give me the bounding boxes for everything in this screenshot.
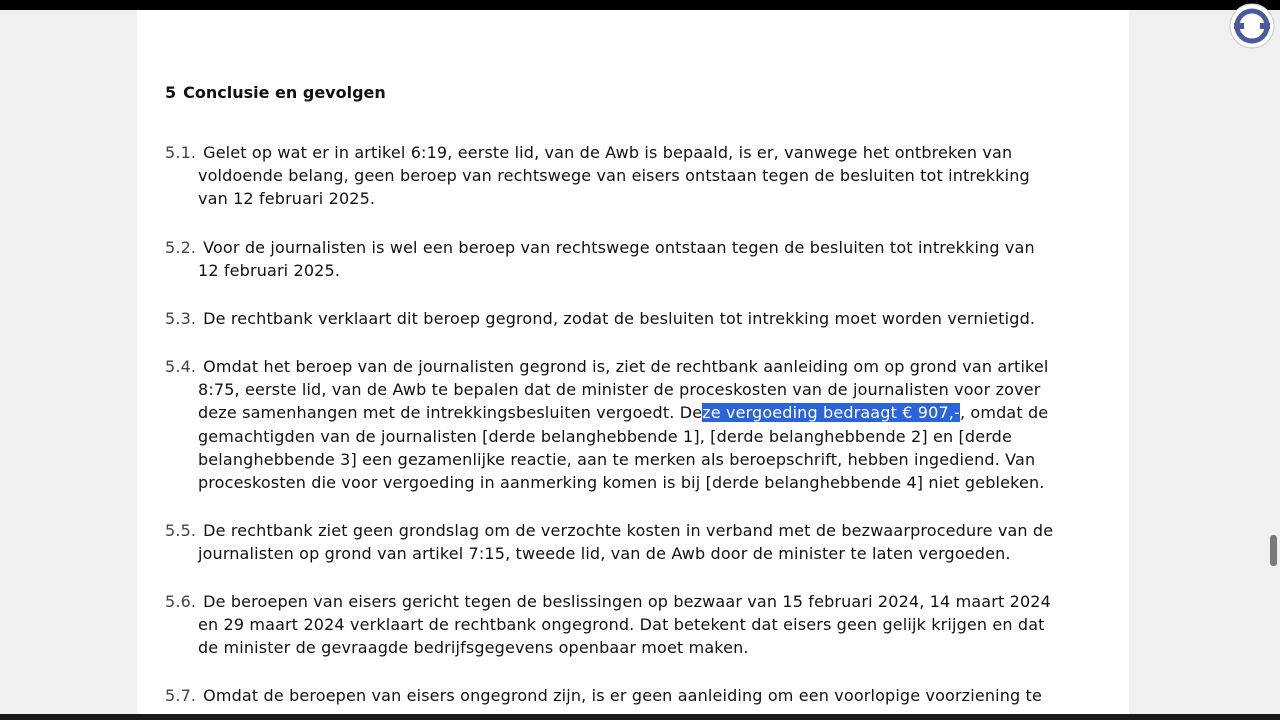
paragraph-number: 5.3.	[165, 309, 197, 328]
paragraph-line: de minister de gevraagde bedrijfsgegevens openbaar moet maken.	[198, 638, 749, 658]
paragraph-number: 5.4.	[165, 357, 197, 376]
paragraph-5-3	[165, 307, 1095, 330]
paragraph-line	[165, 590, 1095, 613]
paragraph-number: 5.7.	[165, 686, 197, 705]
vertical-scrollbar[interactable]	[1267, 10, 1280, 714]
paragraph-number: 5.1.	[165, 143, 197, 162]
bottom-bar	[0, 714, 1280, 720]
section-number: 5	[165, 83, 177, 102]
paragraph-text: De rechtbank ziet geen grondslag om de verzochte kosten in verband met de bezwaarprocedure van de	[203, 521, 1054, 540]
paragraph-line	[165, 401, 1095, 424]
scrollbar-thumb[interactable]	[1270, 535, 1277, 566]
paragraph-line: en 29 maart 2024 verklaart de rechtbank ongegrond. Dat betekent dat eisers geen gelijk krijgen en dat	[198, 615, 1045, 635]
paragraph-text: De rechtbank verklaart dit beroep gegrond, zodat de besluiten tot intrekking moet worden vernietigd.	[203, 309, 1036, 328]
paragraph-5-1	[165, 141, 1095, 211]
paragraph-line	[165, 307, 1095, 330]
paragraph-line: gemachtigden van de journalisten [derde belanghebbende 1], [derde belanghebbende 2] en [derde	[198, 426, 1012, 446]
document-page	[137, 10, 1129, 720]
paragraph-line: belanghebbende 3] een gezamenlijke reactie, aan te merken als beroepschrift, hebben ingediend. Van	[198, 449, 1036, 469]
paragraph-line	[165, 141, 1095, 164]
paragraph-line	[165, 684, 1095, 707]
paragraph-line: journalisten op grond van artikel 7:15, tweede lid, van de Awb door de minister te laten vergoeden.	[198, 544, 1011, 564]
paragraph-5-5	[165, 519, 1095, 565]
paragraph-text: Omdat het beroep van de journalisten gegrond is, ziet de rechtbank aanleiding om op grond van artikel	[203, 357, 1049, 376]
paragraph-line	[165, 236, 1095, 259]
selected-text[interactable]: ze vergoeding bedraagt € 907,-	[702, 403, 960, 423]
paragraph-line: van 12 februari 2025.	[198, 189, 376, 209]
paragraph-5-6	[165, 590, 1095, 660]
paragraph-text: De beroepen van eisers gericht tegen de beslissingen op bezwaar van 15 februari 2024, 14 maart 2024	[203, 592, 1051, 611]
paragraph-line: 12 februari 2025.	[198, 261, 341, 281]
section-heading	[165, 82, 386, 104]
ring-logo-icon[interactable]	[1228, 2, 1276, 50]
paragraph-5-2	[165, 236, 1095, 282]
paragraph-text: Voor de journalisten is wel een beroep van rechtswege ontstaan tegen de besluiten tot intrekking van	[203, 238, 1035, 257]
paragraph-number: 5.2.	[165, 238, 197, 257]
paragraph-5-4	[165, 355, 1095, 494]
paragraph-line: proceskosten die voor vergoeding in aanmerking komen is bij [derde belanghebbende 4] niet gebleken.	[198, 473, 1045, 493]
top-bar	[0, 0, 1280, 10]
paragraph-text: deze samenhangen met de intrekkingsbesluiten vergoedt. De	[198, 403, 703, 423]
paragraph-line: 8:75, eerste lid, van de Awb te bepalen dat de minister de proceskosten van de journalisten voor zover	[198, 380, 1041, 400]
paragraph-text: , omdat de	[959, 403, 1049, 423]
section-title: Conclusie en gevolgen	[183, 83, 386, 102]
paragraph-number: 5.5.	[165, 521, 197, 540]
paragraph-line	[165, 355, 1095, 378]
paragraph-number: 5.6.	[165, 592, 197, 611]
paragraph-5-7	[165, 684, 1095, 707]
paragraph-text: Gelet op wat er in artikel 6:19, eerste lid, van de Awb is bepaald, is er, vanwege het ontbreken van	[203, 143, 1013, 162]
paragraph-line	[165, 519, 1095, 542]
paragraph-line: voldoende belang, geen beroep van rechtswege van eisers ontstaan tegen de besluiten tot intrekking	[198, 166, 1030, 186]
paragraph-text: Omdat de beroepen van eisers ongegrond zijn, is er geen aanleiding om een voorlopige voorziening te	[203, 686, 1042, 705]
